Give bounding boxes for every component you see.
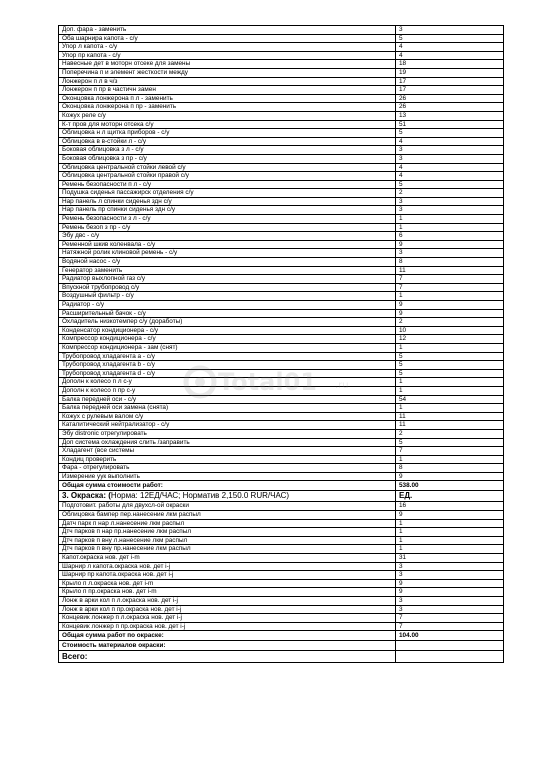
work-row-description: Кожух реле с/у: [59, 111, 396, 120]
work-row-description: Доп система охлаждения слить /заправить: [59, 438, 396, 447]
work-row: [59, 189, 504, 198]
work-row-description: Измерение уук выполнить: [59, 472, 396, 481]
work-row-units: 17: [396, 86, 504, 95]
work-row-description: Расширительный бачок - с/у: [59, 309, 396, 318]
work-row-units: 11: [396, 412, 504, 421]
work-row-description: Облицовка центральной стойки правой с/у: [59, 172, 396, 181]
work-row-description: Ремень безопасности з л - с/у: [59, 215, 396, 224]
paint-row: [59, 554, 504, 563]
paint-rows: [59, 502, 504, 631]
work-row: [59, 378, 504, 387]
work-row-description: Кондиц проверить: [59, 455, 396, 464]
work-row-description: Радиатор выхлопной газ с/у: [59, 275, 396, 284]
paint-row-description: Концевик лонжер п л.окраска нов. дет i-j: [59, 614, 396, 623]
estimate-table: [58, 25, 504, 663]
work-row-description: Ременной шкив коленвала - с/у: [59, 240, 396, 249]
work-row-units: 4: [396, 51, 504, 60]
work-row-units: 3: [396, 26, 504, 35]
work-row-description: Охладитель низкотемпер с/у (доработы): [59, 318, 396, 327]
work-row: [59, 464, 504, 473]
work-row-units: 1: [396, 223, 504, 232]
work-row-units: 26: [396, 103, 504, 112]
paint-row-units: 1: [396, 536, 504, 545]
work-row-description: Облицовка в в-стойки л - с/у: [59, 137, 396, 146]
work-row-units: 51: [396, 120, 504, 129]
work-row-units: 4: [396, 163, 504, 172]
paint-row: [59, 545, 504, 554]
work-row-description: Дополн к колесо п пр с-у: [59, 386, 396, 395]
work-row-units: 8: [396, 464, 504, 473]
grand-total-row: [59, 651, 504, 663]
work-row-units: 5: [396, 369, 504, 378]
work-row-units: 5: [396, 438, 504, 447]
work-row: [59, 258, 504, 267]
paint-row: [59, 519, 504, 528]
paint-row: [59, 605, 504, 614]
work-row-description: Поперечина п и элемент жесткости между: [59, 68, 396, 77]
paint-total-label: Общая сумма работ по окраске:: [59, 631, 396, 641]
paint-row: [59, 511, 504, 520]
work-row-description: Эбу двс - с/у: [59, 232, 396, 241]
work-row-description: Трубопровод хладагента а - с/у: [59, 352, 396, 361]
work-row-units: 1: [396, 343, 504, 352]
work-row: [59, 404, 504, 413]
work-row-description: Радиатор - с/у: [59, 301, 396, 310]
work-row: [59, 180, 504, 189]
work-row: [59, 129, 504, 138]
work-row-units: 10: [396, 326, 504, 335]
work-row-units: 7: [396, 275, 504, 284]
work-row: [59, 163, 504, 172]
paint-row: [59, 502, 504, 511]
materials-row: [59, 641, 504, 651]
work-row: [59, 86, 504, 95]
work-row-description: Облицовка центральной стойки левой с/у: [59, 163, 396, 172]
paint-row-description: Шарнир пр капота.окраска нов. дет i-j: [59, 571, 396, 580]
work-row: [59, 60, 504, 69]
work-row: [59, 51, 504, 60]
work-row: [59, 309, 504, 318]
work-row-description: Компрессор кондиционера - зам (снят): [59, 343, 396, 352]
section-3-header: [59, 491, 504, 502]
work-row-description: Впускной трубопровод с/у: [59, 283, 396, 292]
work-row: [59, 26, 504, 35]
paint-row-description: Концевик лонжер п пр.окраска нов. дет i-j: [59, 622, 396, 631]
paint-row-description: Дтч парков п нар пр.нанесение лкм распыл: [59, 528, 396, 537]
work-total-value: 538.00: [396, 481, 504, 491]
work-row: [59, 232, 504, 241]
paint-row: [59, 571, 504, 580]
work-row: [59, 301, 504, 310]
work-row-units: 3: [396, 146, 504, 155]
work-row: [59, 137, 504, 146]
work-row: [59, 438, 504, 447]
work-row-units: 9: [396, 301, 504, 310]
watermark-text: Total01: [218, 368, 317, 396]
work-row-units: 5: [396, 352, 504, 361]
work-total-label: Общая сумма стоимости работ:: [59, 481, 396, 491]
work-row: [59, 240, 504, 249]
work-row-description: Лонжерон п л в ч/з: [59, 77, 396, 86]
paint-row-units: 1: [396, 519, 504, 528]
work-row: [59, 43, 504, 52]
work-row-units: 9: [396, 240, 504, 249]
work-row-units: 5: [396, 361, 504, 370]
paint-row-units: 9: [396, 579, 504, 588]
work-row-units: 1: [396, 378, 504, 387]
materials-label: Стоимость материалов окраски:: [59, 641, 396, 651]
paint-row-units: 9: [396, 511, 504, 520]
work-row-units: 6: [396, 232, 504, 241]
paint-row: [59, 614, 504, 623]
work-row-description: Ремень безопасности п л - с/у: [59, 180, 396, 189]
paint-row-units: 7: [396, 622, 504, 631]
work-row-units: 3: [396, 197, 504, 206]
work-row: [59, 172, 504, 181]
work-row-description: К-т пров для моторн отсека с/у: [59, 120, 396, 129]
work-row-units: 2: [396, 429, 504, 438]
paint-row-units: 16: [396, 502, 504, 511]
work-row: [59, 206, 504, 215]
work-row-units: 1: [396, 455, 504, 464]
paint-row-description: Дтч парков п вну л.нанесение лкм распыл: [59, 536, 396, 545]
work-row: [59, 447, 504, 456]
work-row: [59, 292, 504, 301]
work-row: [59, 343, 504, 352]
work-row-description: Балка передней оси - с/у: [59, 395, 396, 404]
work-row: [59, 421, 504, 430]
work-row-units: 8: [396, 258, 504, 267]
paint-row: [59, 597, 504, 606]
paint-row-units: 3: [396, 571, 504, 580]
work-row: [59, 472, 504, 481]
paint-row: [59, 622, 504, 631]
work-row-units: 17: [396, 77, 504, 86]
work-row-units: 2: [396, 189, 504, 198]
work-row-description: Подушка сиденья пассажирск отделения с/у: [59, 189, 396, 198]
work-row: [59, 111, 504, 120]
paint-total-value: 104.00: [396, 631, 504, 641]
work-row-units: 11: [396, 266, 504, 275]
work-row: [59, 335, 504, 344]
section-3-unit: ЕД.: [396, 491, 504, 502]
work-row: [59, 326, 504, 335]
work-row: [59, 34, 504, 43]
work-row-units: 3: [396, 249, 504, 258]
materials-value: [396, 641, 504, 651]
work-row: [59, 283, 504, 292]
work-row: [59, 395, 504, 404]
work-row-description: Ремень безоп з пр - с/у: [59, 223, 396, 232]
work-row: [59, 94, 504, 103]
work-row-units: 11: [396, 421, 504, 430]
work-row-description: Оконцовка лонжерона п пр - заменить: [59, 103, 396, 112]
work-row-units: 5: [396, 34, 504, 43]
paint-row-description: Дтч парков п вну пр.нанесение лкм распыл: [59, 545, 396, 554]
paint-row: [59, 536, 504, 545]
grand-total-value: [396, 651, 504, 663]
section-3-title-cell: [59, 491, 396, 502]
work-row-units: 4: [396, 43, 504, 52]
paint-total-row: [59, 631, 504, 641]
work-row-description: Упор пр капота - с/у: [59, 51, 396, 60]
work-total-row: [59, 481, 504, 491]
work-row-description: Лонжерон п пр в частичн замен: [59, 86, 396, 95]
paint-row-description: Крыло п л.окраска нов. дет i-m: [59, 579, 396, 588]
work-row-units: 1: [396, 292, 504, 301]
work-row: [59, 352, 504, 361]
work-row-description: Воздушный фильтр - с/у: [59, 292, 396, 301]
work-row-description: Навесные дет в моторн отсеке для замены: [59, 60, 396, 69]
paint-row-units: 1: [396, 545, 504, 554]
work-row-description: Компрессор кондиционера - с/у: [59, 335, 396, 344]
work-row: [59, 361, 504, 370]
work-row-description: Каталитический нейтрализатор - с/у: [59, 421, 396, 430]
paint-row-description: Лонж в арки кол п л.окраска нов. дет i-j: [59, 597, 396, 606]
totals: [59, 631, 504, 663]
work-row-units: 1: [396, 404, 504, 413]
work-row-units: 9: [396, 472, 504, 481]
work-row-description: Упор л капота - с/у: [59, 43, 396, 52]
work-row-units: 1: [396, 386, 504, 395]
work-row-description: Фара - отрегулировать: [59, 464, 396, 473]
work-row-description: Доп. фара - заменить: [59, 26, 396, 35]
work-row: [59, 68, 504, 77]
work-row: [59, 154, 504, 163]
paint-row-units: 3: [396, 605, 504, 614]
work-row: [59, 223, 504, 232]
paint-row-units: 1: [396, 528, 504, 537]
work-row-description: Водяной насос - с/у: [59, 258, 396, 267]
work-row-description: Боковая облицовка з л - с/у: [59, 146, 396, 155]
work-row-description: Трубопровод хладагента b - с/у: [59, 361, 396, 370]
work-row-description: Генератор заменить: [59, 266, 396, 275]
work-row-units: 12: [396, 335, 504, 344]
paint-row-description: Шарнир л капота.окраска нов. дет i-j: [59, 562, 396, 571]
work-row: [59, 103, 504, 112]
paint-row-units: 3: [396, 597, 504, 606]
paint-row-units: 7: [396, 614, 504, 623]
paint-row-description: Крыло п пр.окраска нов. дет i-m: [59, 588, 396, 597]
work-row: [59, 197, 504, 206]
paint-row-description: Капот.окраска нов. дет i-m: [59, 554, 396, 563]
work-row-units: 19: [396, 68, 504, 77]
work-row: [59, 215, 504, 224]
work-row-description: Кожух с рулевым валом с/у: [59, 412, 396, 421]
work-row-units: 3: [396, 154, 504, 163]
work-row-units: 13: [396, 111, 504, 120]
work-row-units: 26: [396, 94, 504, 103]
paint-row: [59, 562, 504, 571]
paint-row-description: Подготовит. работы для двухсл-ой окраски: [59, 502, 396, 511]
work-row-units: 7: [396, 447, 504, 456]
work-row-description: Эбу distronic отрегулировать: [59, 429, 396, 438]
paint-row: [59, 588, 504, 597]
work-row-units: 5: [396, 180, 504, 189]
paint-row-description: Облицовка бампер пер.нанесение лкм распыл: [59, 511, 396, 520]
work-row-description: Оба шарнира капота - с/у: [59, 34, 396, 43]
work-row: [59, 77, 504, 86]
work-row-units: 1: [396, 215, 504, 224]
work-row-description: Нар панель л спинки сиденья здн с/у: [59, 197, 396, 206]
work-row-units: 18: [396, 60, 504, 69]
work-row-description: Балка передней оси замена (снята): [59, 404, 396, 413]
watermark-suffix: .ru: [335, 380, 349, 391]
work-row-description: Оконцовка лонжерона п л - заменить: [59, 94, 396, 103]
paint-row-description: Датч парк п нар л.нанесение лкм распыл: [59, 519, 396, 528]
work-row: [59, 429, 504, 438]
work-row-description: Натяжной ролик клиновой ремень - с/у: [59, 249, 396, 258]
grand-total-label: Всего:: [59, 651, 396, 663]
paint-row: [59, 528, 504, 537]
work-row: [59, 249, 504, 258]
work-row-units: 4: [396, 137, 504, 146]
work-row: [59, 266, 504, 275]
work-row: [59, 146, 504, 155]
section-3-norm: Норма: 12ЕД/ЧАС; Норматив 2,150.0 RUR/ЧАС): [110, 491, 290, 501]
work-row-description: Дополн к колесо п л с-у: [59, 378, 396, 387]
paint-row-units: 3: [396, 562, 504, 571]
paint-row-units: 31: [396, 554, 504, 563]
work-row: [59, 386, 504, 395]
work-row-units: 9: [396, 309, 504, 318]
work-row-units: 7: [396, 283, 504, 292]
work-row-description: Нар панель пр спинки сиденья здн с/у: [59, 206, 396, 215]
work-row: [59, 318, 504, 327]
work-total: [59, 481, 504, 502]
work-row-units: 5: [396, 129, 504, 138]
work-row-description: Конденсатор кондиционера - с/у: [59, 326, 396, 335]
work-row: [59, 275, 504, 284]
work-row-description: Облицовка н л щитка приборов - с/у: [59, 129, 396, 138]
work-row: [59, 120, 504, 129]
section-3-title: 3. Окраска: (: [62, 491, 111, 501]
work-row-description: Хладагент (все системы: [59, 447, 396, 456]
paint-row-description: Лонж в арки кол п пр.окраска нов. дет i-j: [59, 605, 396, 614]
work-row-description: Боковая облицовка з пр - с/у: [59, 154, 396, 163]
work-row: [59, 455, 504, 464]
paint-row-units: 9: [396, 588, 504, 597]
work-row-units: 3: [396, 206, 504, 215]
work-row-description: Трубопровод хладагента d - с/у: [59, 369, 396, 378]
work-row: [59, 369, 504, 378]
work-row: [59, 412, 504, 421]
paint-row: [59, 579, 504, 588]
work-rows: [59, 26, 504, 481]
work-row-units: 2: [396, 318, 504, 327]
estimate-sheet: [58, 25, 502, 663]
work-row-units: 54: [396, 395, 504, 404]
work-row-units: 4: [396, 172, 504, 181]
